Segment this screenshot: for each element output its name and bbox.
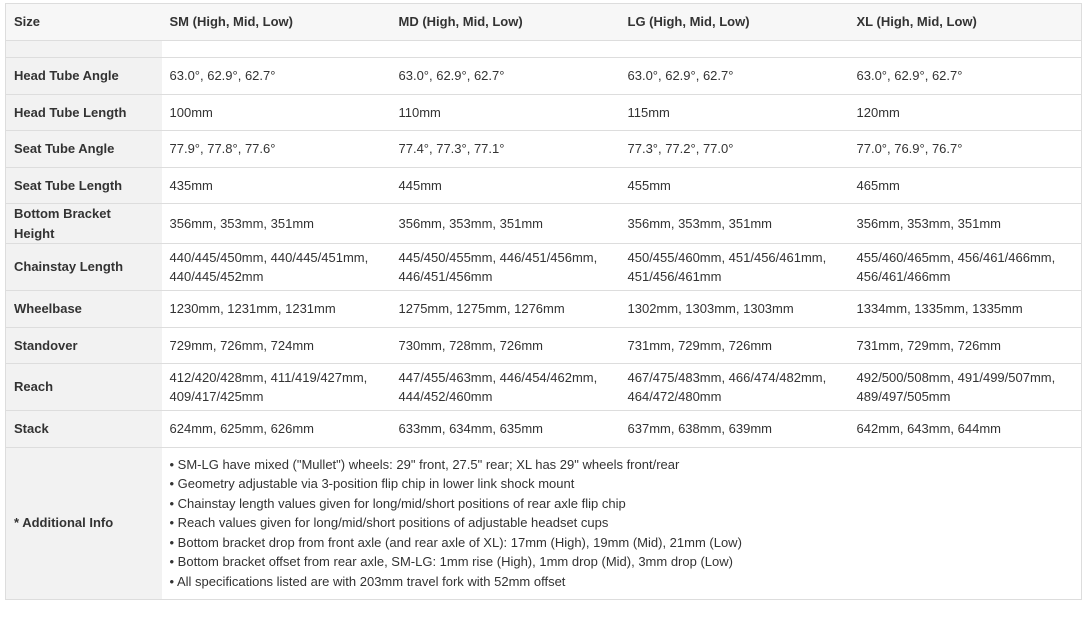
value-line: 489/497/505mm: [856, 389, 951, 404]
info-note: • Bottom bracket offset from rear axle, SM-LG: 1mm rise (High), 1mm drop (Mid), 3mm drop (Low): [169, 554, 733, 570]
value-line: 440/445/450mm, 440/445/451mm,: [169, 249, 369, 265]
row-label: Standover: [6, 327, 162, 364]
table-row: [6, 131, 1082, 168]
value-cell: 729mm, 726mm, 724mm: [162, 327, 391, 364]
value-cell: 77.4°, 77.3°, 77.1°: [391, 131, 620, 168]
row-label: Head Tube Length: [6, 94, 162, 131]
row-label: Seat Tube Angle: [6, 131, 162, 168]
row-label: Reach: [6, 364, 162, 411]
value-cell: 356mm, 353mm, 351mm: [620, 204, 849, 244]
size-header-md: MD (High, Mid, Low): [391, 4, 620, 41]
info-note: • Reach values given for long/mid/short positions of adjustable headset cups: [169, 515, 609, 531]
additional-info-label: * Additional Info: [6, 447, 162, 599]
table-row: [6, 364, 1082, 411]
spacer-cell: [849, 41, 1082, 58]
value-cell: 1334mm, 1335mm, 1335mm: [849, 291, 1082, 328]
value-cell: [620, 364, 849, 411]
value-cell: 356mm, 353mm, 351mm: [162, 204, 391, 244]
value-cell: 77.9°, 77.8°, 77.6°: [162, 131, 391, 168]
value-cell: 1275mm, 1275mm, 1276mm: [391, 291, 620, 328]
value-cell: [391, 364, 620, 411]
table-row: [6, 327, 1082, 364]
size-header-sm: SM (High, Mid, Low): [162, 4, 391, 41]
value-line: 412/420/428mm, 411/419/427mm,: [169, 369, 368, 385]
table-row: [6, 167, 1082, 204]
value-cell: 445mm: [391, 167, 620, 204]
info-note: • Geometry adjustable via 3-position flip chip in lower link shock mount: [169, 476, 575, 492]
value-cell: 465mm: [849, 167, 1082, 204]
geometry-table-container: [5, 3, 1081, 600]
row-label: Seat Tube Length: [6, 167, 162, 204]
value-cell: 730mm, 728mm, 726mm: [391, 327, 620, 364]
value-cell: 63.0°, 62.9°, 62.7°: [849, 58, 1082, 95]
info-note: • Chainstay length values given for long/mid/short positions of rear axle flip chip: [169, 495, 626, 511]
value-cell: [849, 244, 1082, 291]
value-line: 440/445/452mm: [169, 269, 264, 284]
value-cell: 1302mm, 1303mm, 1303mm: [620, 291, 849, 328]
value-cell: 115mm: [620, 94, 849, 131]
info-note: • All specifications listed are with 203mm travel fork with 52mm offset: [169, 573, 566, 589]
value-cell: 455mm: [620, 167, 849, 204]
spacer-label-cell: [6, 41, 162, 58]
value-cell: [620, 244, 849, 291]
table-row: [6, 244, 1082, 291]
value-cell: 77.3°, 77.2°, 77.0°: [620, 131, 849, 168]
value-line: 444/452/460mm: [398, 389, 493, 404]
spacer-row: [6, 41, 1082, 58]
value-cell: 637mm, 638mm, 639mm: [620, 411, 849, 448]
value-cell: 356mm, 353mm, 351mm: [849, 204, 1082, 244]
info-note: • SM-LG have mixed ("Mullet") wheels: 29" front, 27.5" rear; XL has 29" wheels front/rear: [169, 456, 680, 472]
value-cell: [162, 364, 391, 411]
value-line: 446/451/456mm: [398, 269, 493, 284]
value-cell: 731mm, 729mm, 726mm: [849, 327, 1082, 364]
value-line: 451/456/461mm: [627, 269, 722, 284]
value-cell: 120mm: [849, 94, 1082, 131]
value-cell: 633mm, 634mm, 635mm: [391, 411, 620, 448]
value-cell: 731mm, 729mm, 726mm: [620, 327, 849, 364]
value-cell: 624mm, 625mm, 626mm: [162, 411, 391, 448]
value-cell: 110mm: [391, 94, 620, 131]
value-cell: 435mm: [162, 167, 391, 204]
geometry-table: [5, 3, 1082, 600]
row-label: Stack: [6, 411, 162, 448]
row-label: Chainstay Length: [6, 244, 162, 291]
info-note: • Bottom bracket drop from front axle (and rear axle of XL): 17mm (High), 19mm (Mid), 21mm (Low): [169, 534, 742, 550]
value-line: 409/417/425mm: [169, 389, 264, 404]
size-header: Size: [6, 4, 162, 41]
value-line: 464/472/480mm: [627, 389, 722, 404]
row-label: Head Tube Angle: [6, 58, 162, 95]
spacer-cell: [620, 41, 849, 58]
table-row: [6, 58, 1082, 95]
value-cell: 63.0°, 62.9°, 62.7°: [620, 58, 849, 95]
value-line: 492/500/508mm, 491/499/507mm,: [856, 369, 1056, 385]
value-cell: 63.0°, 62.9°, 62.7°: [391, 58, 620, 95]
value-cell: 77.0°, 76.9°, 76.7°: [849, 131, 1082, 168]
value-cell: 356mm, 353mm, 351mm: [391, 204, 620, 244]
table-row: [6, 204, 1082, 244]
table-row: [6, 291, 1082, 328]
value-cell: 63.0°, 62.9°, 62.7°: [162, 58, 391, 95]
value-line: 456/461/466mm: [856, 269, 951, 284]
spacer-cell: [162, 41, 391, 58]
additional-info-row: [6, 447, 1082, 599]
row-label: Bottom Bracket Height: [6, 204, 162, 244]
value-line: 445/450/455mm, 446/451/456mm,: [398, 249, 598, 265]
value-line: 455/460/465mm, 456/461/466mm,: [856, 249, 1056, 265]
value-cell: [162, 244, 391, 291]
value-cell: 642mm, 643mm, 644mm: [849, 411, 1082, 448]
value-cell: 1230mm, 1231mm, 1231mm: [162, 291, 391, 328]
size-header-lg: LG (High, Mid, Low): [620, 4, 849, 41]
additional-info-notes: [162, 447, 1082, 599]
table-row: [6, 411, 1082, 448]
value-line: 467/475/483mm, 466/474/482mm,: [627, 369, 827, 385]
spacer-cell: [391, 41, 620, 58]
table-row: [6, 94, 1082, 131]
value-cell: [849, 364, 1082, 411]
row-label: Wheelbase: [6, 291, 162, 328]
header-row: [6, 4, 1082, 41]
value-line: 450/455/460mm, 451/456/461mm,: [627, 249, 827, 265]
value-line: 447/455/463mm, 446/454/462mm,: [398, 369, 598, 385]
value-cell: 100mm: [162, 94, 391, 131]
size-header-xl: XL (High, Mid, Low): [849, 4, 1082, 41]
value-cell: [391, 244, 620, 291]
